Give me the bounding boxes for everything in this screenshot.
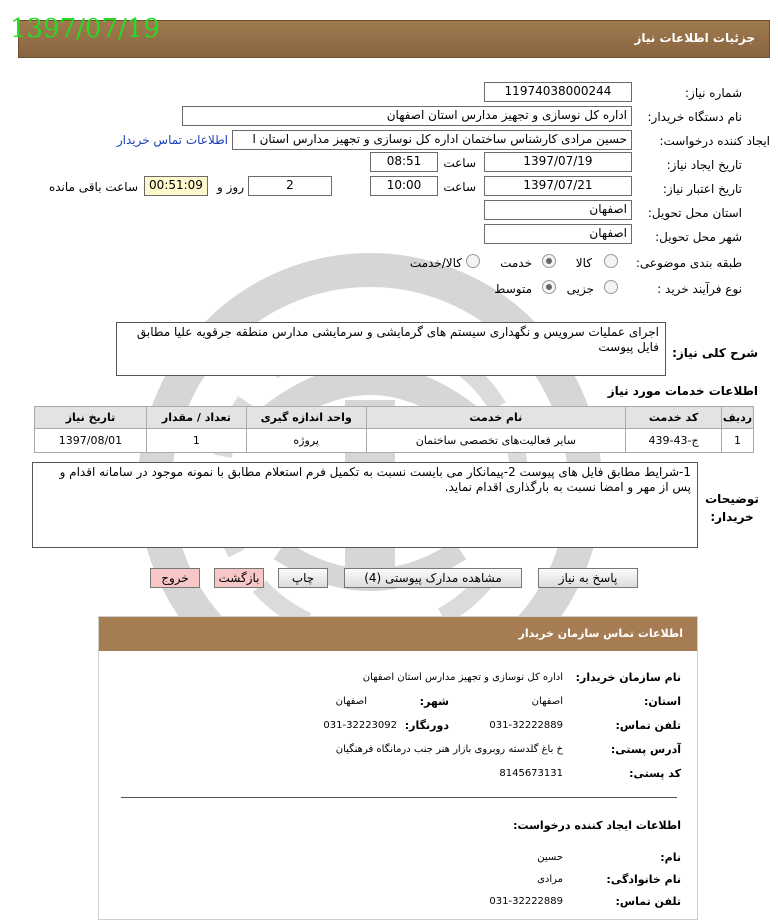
contact-panel: [98, 616, 698, 920]
validity-date-field[interactable]: 1397/07/21: [484, 176, 632, 196]
summary-label: شرح کلی نیاز:: [672, 346, 758, 360]
contact-address-value: خ باغ گلدسته روبروی بازار هنر جنب درمانگاه فرهنگیان: [335, 744, 563, 755]
buyer-notes-textarea[interactable]: [32, 462, 698, 548]
process-medium-radio[interactable]: [542, 280, 556, 294]
contact-org-label: نام سازمان خریدار:: [575, 671, 681, 684]
contact-phone-value: 031-32222889: [489, 720, 563, 731]
print-button[interactable]: چاپ: [278, 568, 328, 588]
contact-divider: [121, 797, 677, 798]
services-header-row: [35, 407, 754, 429]
validity-time-label: ساعت: [443, 180, 476, 194]
contact-province-label: استان:: [644, 695, 681, 708]
col-unit: واحد اندازه گیری: [246, 407, 366, 429]
contact-title: اطلاعات تماس سازمان خریدار: [518, 627, 683, 640]
need-number-label: شماره نیاز:: [685, 86, 742, 100]
view-docs-button[interactable]: مشاهده مدارک پیوستی (4): [344, 568, 522, 588]
creator-label: ایجاد کننده درخواست:: [659, 134, 770, 148]
created-date-field[interactable]: 1397/07/19: [484, 152, 632, 172]
contact-city-value: اصفهان: [335, 696, 367, 707]
cell-qty: 1: [146, 429, 246, 453]
need-number-field[interactable]: 11974038000244: [484, 82, 632, 102]
buyer-notes-label: توضیحات خریدار:: [705, 492, 759, 524]
contact-province-value: اصفهان: [531, 696, 563, 707]
category-goods-label: کالا: [575, 256, 592, 270]
col-code: کد خدمت: [626, 407, 722, 429]
category-label: طبقه بندی موضوعی:: [635, 256, 742, 270]
category-service-label: خدمت: [500, 256, 532, 270]
province-label: استان محل تحویل:: [647, 206, 742, 220]
created-date-label: تاریخ ایجاد نیاز:: [666, 158, 742, 172]
category-service-radio[interactable]: [542, 254, 556, 268]
category-goods-radio[interactable]: [604, 254, 618, 268]
contact-postal-value: 8145673131: [499, 768, 563, 779]
cell-row: 1: [722, 429, 754, 453]
validity-date-label: تاریخ اعتبار نیاز:: [662, 182, 742, 196]
cell-code: ج-43-439: [626, 429, 722, 453]
process-medium-label: متوسط: [494, 282, 532, 296]
creator-phone-label: تلفن تماس:: [615, 895, 681, 908]
col-row: ردیف: [722, 407, 754, 429]
exit-button[interactable]: خروج: [150, 568, 200, 588]
category-goods-service-radio[interactable]: [466, 254, 480, 268]
days-field[interactable]: 2: [248, 176, 332, 196]
created-time-label: ساعت: [443, 156, 476, 170]
buyer-notes-text: 1-شرایط مطابق فایل های پیوست 2-پیمانکار می بایست نسبت به تکمیل فرم استعلام مطابق با نمونه موجود در سامانه اقدام و پس از مهر و امضا نسبت به بارگذاری اقدام نماید.: [59, 465, 691, 494]
creator-name-label: نام:: [660, 851, 681, 864]
cell-name: سایر فعالیت‌های تخصصی ساختمان: [366, 429, 626, 453]
creator-section-title: اطلاعات ایجاد کننده درخواست:: [513, 819, 681, 832]
cell-date: 1397/08/01: [35, 429, 147, 453]
remaining-time-label: ساعت باقی مانده: [48, 180, 138, 194]
buyer-org-field[interactable]: اداره کل نوسازی و تجهیز مدارس استان اصفهان: [182, 106, 632, 126]
buyer-org-label: نام دستگاه خریدار:: [647, 110, 742, 124]
days-label: روز و: [217, 180, 244, 194]
contact-city-label: شهر:: [419, 695, 449, 708]
validity-time-field[interactable]: 10:00: [370, 176, 438, 196]
page-title: جزئیات اطلاعات نیاز: [634, 31, 755, 45]
remaining-time-field[interactable]: 00:51:09: [144, 176, 208, 196]
creator-family-label: نام خانوادگی:: [606, 873, 681, 886]
creator-field[interactable]: حسین مرادی کارشناس ساختمان اداره کل نوسازی و تجهیز مدارس استان ا: [232, 130, 632, 150]
creator-family-value: مرادی: [537, 874, 563, 885]
contact-fax-label: دورنگار:: [404, 719, 449, 732]
province-field[interactable]: اصفهان: [484, 200, 632, 220]
process-label: نوع فرآیند خرید :: [657, 282, 742, 296]
col-name: نام خدمت: [366, 407, 626, 429]
services-title: اطلاعات خدمات مورد نیاز: [607, 384, 758, 398]
col-qty: تعداد / مقدار: [146, 407, 246, 429]
creator-name-value: حسین: [537, 852, 563, 863]
city-field[interactable]: اصفهان: [484, 224, 632, 244]
buyer-contact-link[interactable]: اطلاعات تماس خریدار: [116, 133, 228, 147]
reply-button[interactable]: پاسخ به نیاز: [538, 568, 638, 588]
contact-phone-label: تلفن تماس:: [615, 719, 681, 732]
process-minor-radio[interactable]: [604, 280, 618, 294]
contact-address-label: آدرس پستی:: [610, 743, 681, 756]
services-table: [34, 406, 754, 453]
col-date: تاریخ نیاز: [35, 407, 147, 429]
created-time-field[interactable]: 08:51: [370, 152, 438, 172]
summary-textarea[interactable]: [116, 322, 666, 376]
category-goods-service-label: کالا/خدمت: [409, 256, 462, 270]
contact-fax-value: 031-32223092: [323, 720, 397, 731]
cell-unit: پروژه: [246, 429, 366, 453]
contact-org-value: اداره کل نوسازی و تجهیز مدارس استان اصفهان: [362, 672, 563, 683]
contact-header: [99, 617, 697, 651]
back-button[interactable]: بازگشت: [214, 568, 264, 588]
city-label: شهر محل تحویل:: [655, 230, 742, 244]
table-row: [35, 429, 754, 453]
process-minor-label: جزیی: [566, 282, 594, 296]
creator-phone-value: 031-32222889: [489, 896, 563, 907]
summary-text: اجرای عملیات سرویس و نگهداری سیستم های گرمایشی و سرمایشی مدارس منطقه جرقویه علیا مطابق فایل پیوست: [136, 325, 659, 354]
contact-postal-label: کد پستی:: [629, 767, 681, 780]
date-stamp: 1397/07/19: [10, 14, 160, 44]
